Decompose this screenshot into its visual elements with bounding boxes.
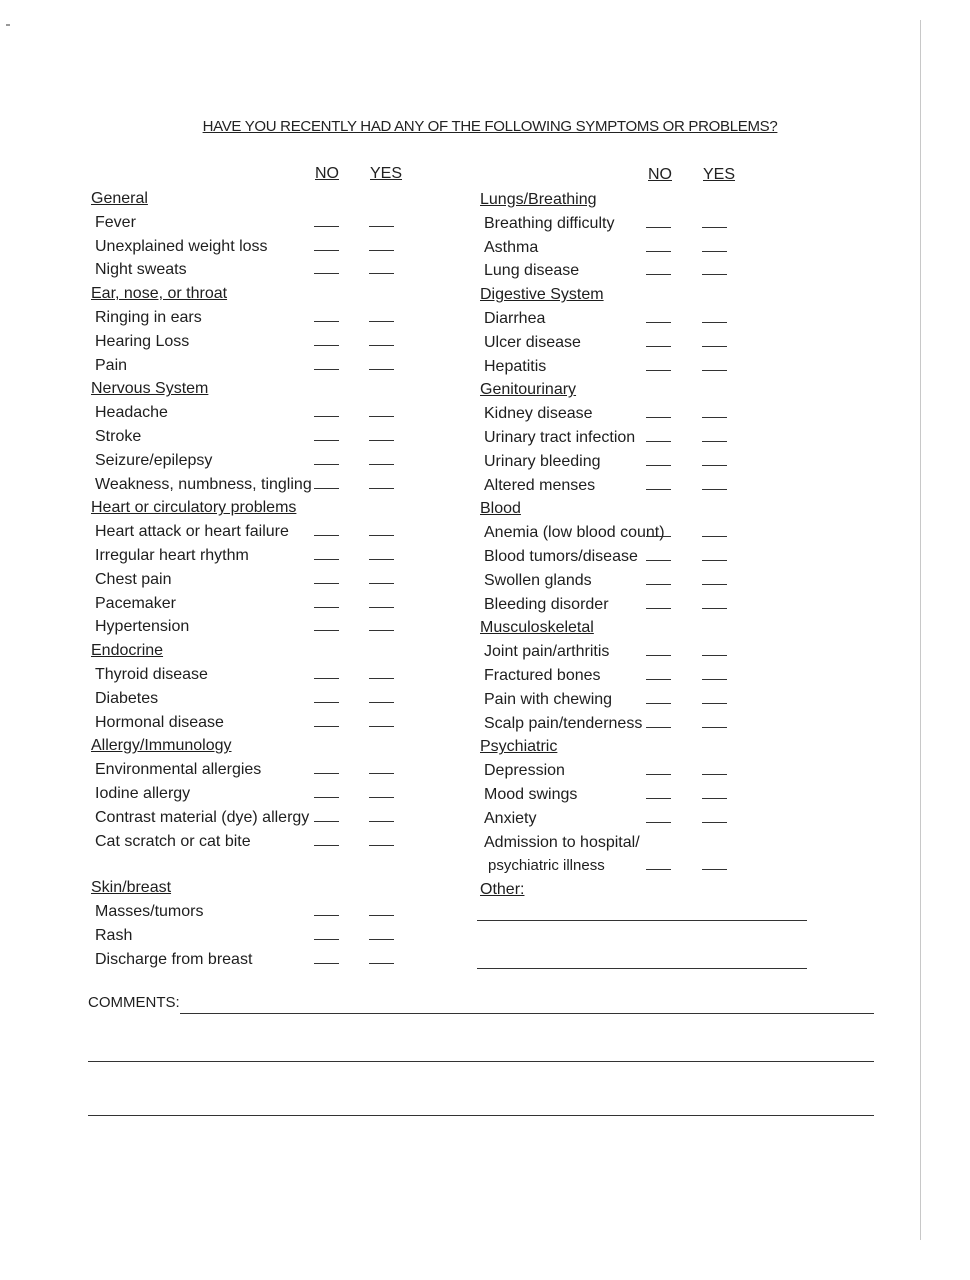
symptom-label: Unexplained weight loss <box>95 237 268 255</box>
yes-answer-blank[interactable] <box>369 369 394 370</box>
no-answer-blank[interactable] <box>314 369 339 370</box>
yes-answer-blank[interactable] <box>702 227 727 228</box>
section-heading <box>91 378 399 402</box>
symptom-label: Pain with chewing <box>484 690 613 708</box>
no-answer-blank[interactable] <box>646 774 671 775</box>
no-answer-blank[interactable] <box>646 441 671 442</box>
symptom-label: Ringing in ears <box>95 309 202 326</box>
symptom-label: Diarrhea <box>484 310 546 327</box>
symptom-label: Pacemaker <box>95 594 176 612</box>
symptom-row <box>91 521 399 545</box>
yes-answer-blank[interactable] <box>702 584 727 585</box>
symptom-row <box>480 760 732 784</box>
yes-answer-blank[interactable] <box>369 440 394 441</box>
no-answer-blank[interactable] <box>314 535 339 536</box>
yes-answer-blank[interactable] <box>702 465 727 466</box>
yes-answer-blank[interactable] <box>702 655 727 656</box>
no-answer-blank[interactable] <box>646 251 671 252</box>
yes-answer-blank[interactable] <box>702 703 727 704</box>
symptom-label: Joint pain/arthritis <box>484 643 610 661</box>
yes-answer-blank[interactable] <box>702 370 727 371</box>
yes-answer-blank[interactable] <box>369 535 394 536</box>
no-answer-blank[interactable] <box>646 679 671 680</box>
symptom-row <box>480 546 732 570</box>
comments-line-3[interactable] <box>88 1115 874 1116</box>
symptom-label: Rash <box>95 927 133 944</box>
yes-answer-blank[interactable] <box>369 845 394 846</box>
yes-answer-blank[interactable] <box>369 726 394 727</box>
symptom-row <box>91 569 399 593</box>
symptom-row <box>480 855 732 879</box>
symptom-row <box>480 594 732 618</box>
symptom-row <box>91 807 399 831</box>
symptom-label: Chest pain <box>95 570 172 588</box>
yes-answer-blank[interactable] <box>369 702 394 703</box>
section-heading <box>91 283 399 307</box>
symptom-row <box>91 212 399 236</box>
yes-answer-blank[interactable] <box>369 821 394 822</box>
symptom-row <box>480 784 732 808</box>
symptom-row <box>91 831 399 855</box>
symptom-label: psychiatric illness <box>488 857 605 875</box>
symptom-row <box>91 664 399 688</box>
section-heading <box>480 379 732 403</box>
symptom-label: Kidney disease <box>484 405 593 423</box>
no-answer-blank[interactable] <box>314 488 339 489</box>
section-heading <box>480 879 732 903</box>
symptom-label: Asthma <box>484 238 539 256</box>
no-answer-blank[interactable] <box>314 963 339 964</box>
symptom-label: Environmental allergies <box>95 761 262 779</box>
section-heading <box>91 640 399 664</box>
symptom-label: Irregular heart rhythm <box>95 547 249 564</box>
no-answer-blank[interactable] <box>314 797 339 798</box>
no-answer-blank[interactable] <box>314 773 339 774</box>
yes-answer-blank[interactable] <box>702 536 727 537</box>
section-title: Other: <box>480 881 525 899</box>
symptom-label: Stroke <box>95 428 142 445</box>
section-heading <box>480 284 732 308</box>
section-heading <box>91 877 399 901</box>
symptom-row <box>91 355 399 379</box>
yes-answer-blank[interactable] <box>369 773 394 774</box>
symptom-label: Hypertension <box>95 618 190 636</box>
symptom-row <box>91 688 399 712</box>
yes-answer-blank[interactable] <box>702 798 727 799</box>
section-heading <box>480 498 732 522</box>
symptom-label: Urinary bleeding <box>484 452 601 470</box>
no-answer-blank[interactable] <box>314 726 339 727</box>
yes-answer-blank[interactable] <box>369 630 394 631</box>
symptom-row <box>480 665 732 689</box>
symptom-label: Heart attack or heart failure <box>95 523 289 541</box>
symptom-row <box>480 475 732 499</box>
comments-line-1[interactable] <box>180 1013 874 1014</box>
symptom-label: Scalp pain/tenderness <box>484 714 643 732</box>
section-title: Allergy/Immunology <box>91 737 232 755</box>
no-answer-blank[interactable] <box>646 322 671 323</box>
symptom-row <box>480 403 732 427</box>
no-answer-blank[interactable] <box>314 939 339 940</box>
section-heading <box>91 497 399 521</box>
yes-answer-blank[interactable] <box>369 250 394 251</box>
symptom-row <box>91 450 399 474</box>
symptom-row <box>480 356 732 380</box>
yes-answer-blank[interactable] <box>702 822 727 823</box>
symptom-row <box>91 402 399 426</box>
yes-answer-blank[interactable] <box>369 416 394 417</box>
page-edge <box>920 20 921 1240</box>
no-answer-blank[interactable] <box>646 536 671 537</box>
symptom-row <box>480 832 732 856</box>
yes-answer-blank[interactable] <box>702 251 727 252</box>
yes-answer-blank[interactable] <box>702 441 727 442</box>
symptom-label: Blood tumors/disease <box>484 548 638 565</box>
no-answer-blank[interactable] <box>314 345 339 346</box>
symptom-row <box>91 474 399 498</box>
symptom-label: Mood swings <box>484 786 578 803</box>
no-answer-blank[interactable] <box>646 227 671 228</box>
symptom-label: Urinary tract infection <box>484 429 636 446</box>
yes-answer-blank[interactable] <box>702 727 727 728</box>
section-title: Psychiatric <box>480 738 558 756</box>
no-answer-blank[interactable] <box>314 416 339 417</box>
section-title: Skin/breast <box>91 879 172 897</box>
yes-answer-blank[interactable] <box>702 346 727 347</box>
symptom-row <box>480 570 732 594</box>
no-answer-blank[interactable] <box>646 822 671 823</box>
symptom-label: Weakness, numbness, tingling <box>95 475 312 493</box>
no-answer-blank[interactable] <box>314 678 339 679</box>
symptom-label: Masses/tumors <box>95 903 204 921</box>
symptom-row <box>91 426 399 450</box>
symptom-row <box>480 427 732 451</box>
yes-answer-blank[interactable] <box>702 322 727 323</box>
symptom-row <box>91 925 399 949</box>
section-title: Ear, nose, or throat <box>91 285 228 303</box>
left-no-header: NO <box>315 165 339 182</box>
yes-answer-blank[interactable] <box>369 488 394 489</box>
yes-answer-blank[interactable] <box>369 464 394 465</box>
symptom-label: Night sweats <box>95 261 187 279</box>
symptom-row <box>480 237 732 261</box>
no-answer-blank[interactable] <box>646 703 671 704</box>
yes-answer-blank[interactable] <box>369 678 394 679</box>
symptom-label: Discharge from breast <box>95 950 253 968</box>
no-answer-blank[interactable] <box>314 607 339 608</box>
section-heading <box>480 189 732 213</box>
yes-answer-blank[interactable] <box>702 869 727 870</box>
no-answer-blank[interactable] <box>314 464 339 465</box>
symptom-row <box>480 522 732 546</box>
symptom-label: Bleeding disorder <box>484 595 609 613</box>
symptom-label: Fractured bones <box>484 667 601 684</box>
yes-answer-blank[interactable] <box>369 797 394 798</box>
no-answer-blank[interactable] <box>646 489 671 490</box>
yes-answer-blank[interactable] <box>702 560 727 561</box>
yes-answer-blank[interactable] <box>369 607 394 608</box>
yes-answer-blank[interactable] <box>369 939 394 940</box>
right-yes-header: YES <box>703 166 736 183</box>
symptom-row <box>91 545 399 569</box>
symptom-row <box>480 713 732 737</box>
section-title: Heart or circulatory problems <box>91 499 297 517</box>
symptom-label: Anxiety <box>484 809 537 827</box>
yes-answer-blank[interactable] <box>702 679 727 680</box>
no-answer-blank[interactable] <box>646 869 671 870</box>
no-answer-blank[interactable] <box>314 845 339 846</box>
yes-answer-blank[interactable] <box>702 417 727 418</box>
symptom-label: Headache <box>95 404 168 422</box>
section-title: General <box>91 190 148 207</box>
symptom-row <box>91 759 399 783</box>
yes-answer-blank[interactable] <box>369 273 394 274</box>
no-answer-blank[interactable] <box>646 560 671 561</box>
no-answer-blank[interactable] <box>646 798 671 799</box>
symptom-row <box>480 689 732 713</box>
comments-label: COMMENTS: <box>88 994 180 1011</box>
symptom-row <box>91 307 399 331</box>
symptom-row <box>91 236 399 260</box>
section-title: Nervous System <box>91 380 209 398</box>
symptom-label: Ulcer disease <box>484 333 581 351</box>
symptom-row <box>91 331 399 355</box>
symptom-label: Anemia (low blood count) <box>484 524 665 542</box>
other-line-2[interactable] <box>477 968 807 969</box>
yes-answer-blank[interactable] <box>702 489 727 490</box>
symptom-label: Depression <box>484 762 565 780</box>
symptom-row <box>480 641 732 665</box>
yes-answer-blank[interactable] <box>369 583 394 584</box>
no-answer-blank[interactable] <box>646 346 671 347</box>
no-answer-blank[interactable] <box>646 274 671 275</box>
comments-line-2[interactable] <box>88 1061 874 1062</box>
symptom-row <box>91 593 399 617</box>
no-answer-blank[interactable] <box>646 465 671 466</box>
symptom-row <box>480 260 732 284</box>
symptom-label: Fever <box>95 213 136 231</box>
left-yes-header: YES <box>370 165 403 182</box>
symptom-row <box>480 451 732 475</box>
symptom-label: Hepatitis <box>484 357 547 375</box>
no-answer-blank[interactable] <box>314 226 339 227</box>
symptom-row <box>480 808 732 832</box>
symptom-row <box>480 213 732 237</box>
no-answer-blank[interactable] <box>646 584 671 585</box>
no-answer-blank[interactable] <box>646 655 671 656</box>
yes-answer-blank[interactable] <box>369 915 394 916</box>
symptom-row <box>91 712 399 736</box>
symptom-row <box>480 308 732 332</box>
symptom-label: Altered menses <box>484 476 596 494</box>
form-title: HAVE YOU RECENTLY HAD ANY OF THE FOLLOWING SYMPTOMS OR PROBLEMS? <box>202 118 778 135</box>
symptom-label: Cat scratch or cat bite <box>95 832 251 850</box>
symptom-row <box>91 949 399 973</box>
no-answer-blank[interactable] <box>314 440 339 441</box>
no-answer-blank[interactable] <box>646 370 671 371</box>
symptom-label: Seizure/epilepsy <box>95 451 213 469</box>
yes-answer-blank[interactable] <box>369 226 394 227</box>
no-answer-blank[interactable] <box>314 821 339 822</box>
no-answer-blank[interactable] <box>314 273 339 274</box>
symptom-label: Admission to hospital/ <box>484 833 640 851</box>
symptom-row <box>91 783 399 807</box>
no-answer-blank[interactable] <box>314 702 339 703</box>
yes-answer-blank[interactable] <box>702 608 727 609</box>
symptom-label: Breathing difficulty <box>484 214 615 232</box>
symptom-label: Hearing Loss <box>95 332 190 350</box>
symptom-label: Pain <box>95 356 128 374</box>
symptom-label: Hormonal disease <box>95 713 224 731</box>
section-title: Digestive System <box>480 286 604 304</box>
yes-answer-blank[interactable] <box>702 274 727 275</box>
section-title: Endocrine <box>91 642 164 660</box>
symptom-label: Swollen glands <box>484 571 592 589</box>
no-answer-blank[interactable] <box>314 559 339 560</box>
symptom-label: Iodine allergy <box>95 785 191 802</box>
yes-answer-blank[interactable] <box>702 774 727 775</box>
symptom-row <box>480 332 732 356</box>
right-no-header: NO <box>648 166 672 183</box>
no-answer-blank[interactable] <box>314 583 339 584</box>
section-heading <box>91 735 399 759</box>
section-title: Genitourinary <box>480 381 577 399</box>
yes-answer-blank[interactable] <box>369 345 394 346</box>
yes-answer-blank[interactable] <box>369 963 394 964</box>
no-answer-blank[interactable] <box>314 915 339 916</box>
symptom-label: Diabetes <box>95 689 159 707</box>
yes-answer-blank[interactable] <box>369 321 394 322</box>
no-answer-blank[interactable] <box>314 250 339 251</box>
no-answer-blank[interactable] <box>314 321 339 322</box>
section-heading <box>91 188 399 212</box>
symptom-row <box>91 259 399 283</box>
section-heading <box>480 617 732 641</box>
scan-speck <box>6 24 10 26</box>
section-title: Blood <box>480 500 521 518</box>
no-answer-blank[interactable] <box>646 608 671 609</box>
no-answer-blank[interactable] <box>314 630 339 631</box>
section-title: Musculoskeletal <box>480 619 594 637</box>
no-answer-blank[interactable] <box>646 727 671 728</box>
symptom-label: Thyroid disease <box>95 666 208 683</box>
yes-answer-blank[interactable] <box>369 559 394 560</box>
no-answer-blank[interactable] <box>646 417 671 418</box>
symptom-label: Lung disease <box>484 262 580 280</box>
symptom-row <box>91 616 399 640</box>
other-line-1[interactable] <box>477 920 807 921</box>
section-heading <box>480 736 732 760</box>
symptom-row <box>91 901 399 925</box>
symptom-label: Contrast material (dye) allergy <box>95 808 310 826</box>
section-title: Lungs/Breathing <box>480 191 597 208</box>
